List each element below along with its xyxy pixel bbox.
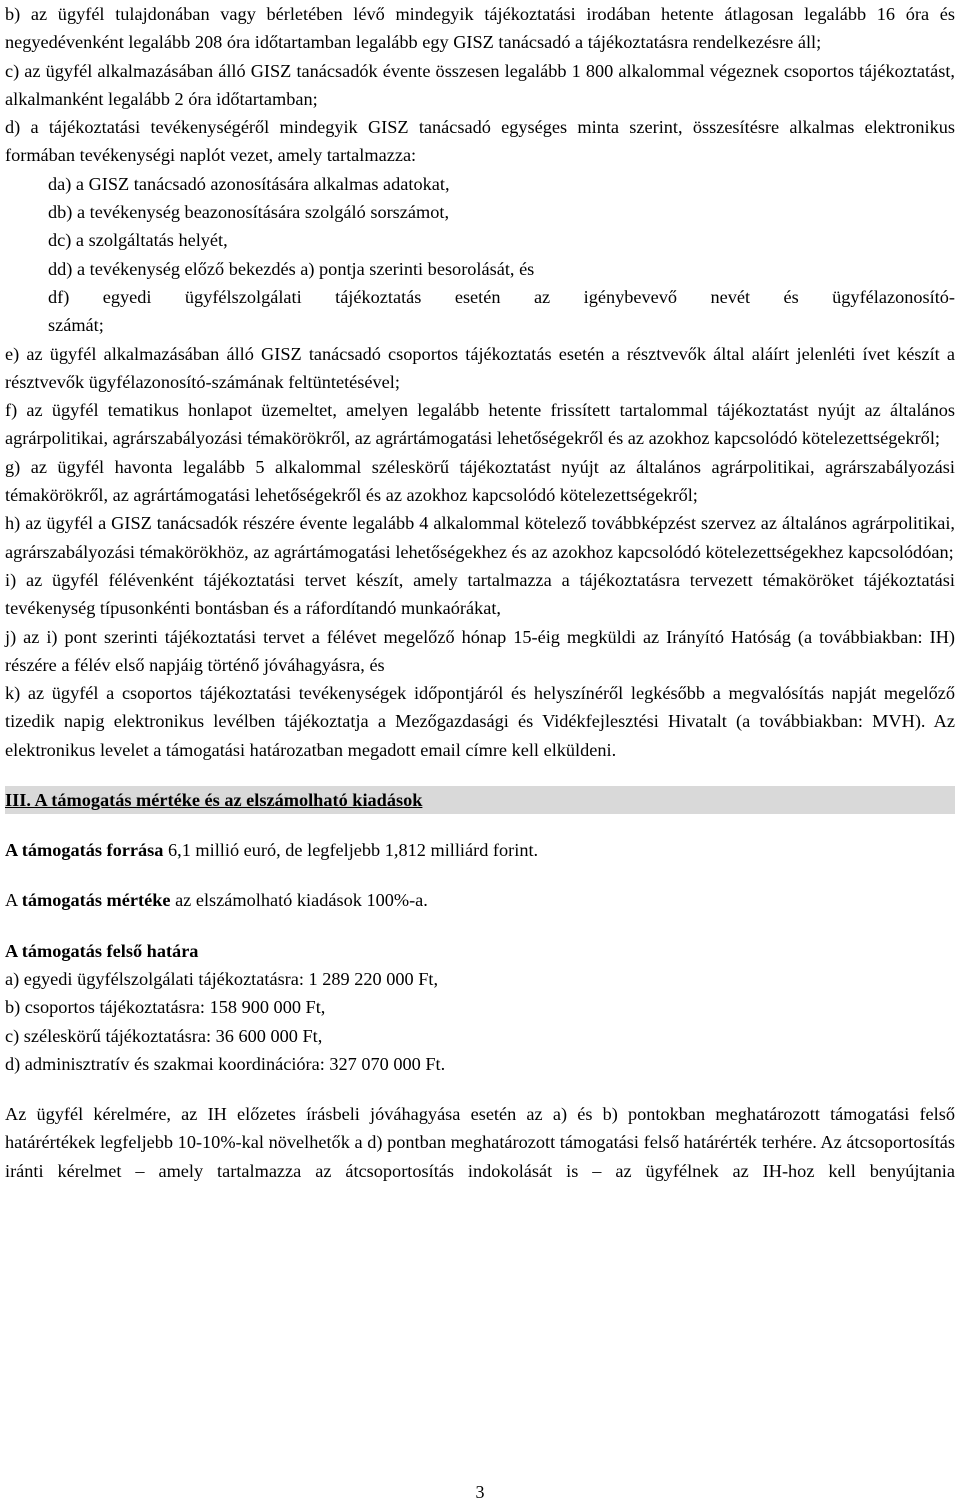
section-heading: III. A támogatás mértéke és az elszámolható kiadások (5, 786, 955, 814)
support-limit-b: b) csoportos tájékoztatásra: 158 900 000 Ft, (5, 997, 326, 1018)
document-page (5, 0, 955, 1185)
paragraph-k: k) az ügyfél a csoportos tájékoztatási tevékenységek időpontjáról és helyszínéről legkésőbb a megvalósítás napját megelőző tizedik napig elektronikus levélben tájékoztatja a Mezőgazdasági és Vidékfejlesztési Hivatalt (a továbbiakban: MVH). Az elektronikus levelet a támogatási határozatban megadott email címre kell elküldeni. (5, 683, 955, 760)
support-limit-heading-text: A támogatás felső határa (5, 940, 199, 961)
subitem-db: db) a tevékenység beazonosítására szolgáló sorszámot, (48, 202, 450, 223)
support-source (5, 836, 955, 864)
subitem-dc: dc) a szolgáltatás helyét, (48, 230, 228, 251)
paragraph-h: h) az ügyfél a GISZ tanácsadók részére évente legalább 4 alkalommal kötelező továbbképzést szervez az általános agrárpolitikai, agrárszabályozási témakörökhöz, az agrártámogatási lehetőségekhez és az azokhoz kapcsolódó kötelezettségekhez kapcsolódóan; (5, 513, 955, 562)
paragraph-b: b) az ügyfél tulajdonában vagy bérletében lévő mindegyik tájékoztatási irodában hetente átlagosan legalább 16 óra és negyedévenként legalább 208 óra időtartamban legalább egy GISZ tanácsadó a tájékoztatásra rendelkezésre áll; (5, 4, 955, 53)
paragraph-i: i) az ügyfél félévenként tájékoztatási tervet készít, amely tartalmazza a tájékoztatásra tervezett témaköröket tájékoztatási tevékenység típusonkénti bontásban és a ráfordítandó munkaórákat, (5, 569, 955, 619)
support-limit-heading (5, 937, 955, 965)
support-limit-d: d) adminisztratív és szakmai koordinációra: 327 070 000 Ft. (5, 1053, 446, 1074)
support-rate-prefix: A (5, 890, 22, 911)
subitem-df (5, 283, 955, 340)
support-source-label: A támogatás forrása (5, 840, 164, 861)
subitem-da: da) a GISZ tanácsadó azonosítására alkalmas adatokat, (48, 173, 450, 194)
paragraph-c: c) az ügyfél alkalmazásában álló GISZ tanácsadók évente összesen legalább 1 800 alkalommal végeznek csoportos tájékoztatást, alkalmanként legalább 2 óra időtartamban; (5, 60, 955, 109)
page-number: 3 (475, 1482, 485, 1502)
support-limit-c: c) széleskörű tájékoztatásra: 36 600 000 Ft, (5, 1025, 323, 1046)
paragraph-e: e) az ügyfél alkalmazásában álló GISZ tanácsadó csoportos tájékoztatás esetén a résztvevők által aláírt jelenléti ívet készít a résztvevők ügyfélazonosító-számának feltüntetésével; (5, 343, 955, 392)
paragraph-j: j) az i) pont szerinti tájékoztatási tervet a félévet megelőző hónap 15-éig megküldi az Irányító Hatóság (a továbbiakban: IH) részére a félév első napjáig történő jóváhagyásra, és (5, 626, 955, 675)
subitem-dd: dd) a tevékenység előző bekezdés a) pontja szerinti besorolását, és (48, 258, 535, 279)
paragraph-f: f) az ügyfél tematikus honlapot üzemeltet, amelyen legalább hetente frissített tartalommal tájékoztatást nyújt az általános agrárpolitikai, agrárszabályozási témakörökről, az agrártámogatási lehetőségekről és az azokhoz kapcsolódó kötelezettségekről; (5, 400, 955, 449)
paragraph-d: d) a tájékoztatási tevékenységéről mindegyik GISZ tanácsadó egységes minta szerint, összesítésre alkalmas elektronikus formában tevékenységi naplót vezet, amely tartalmazza: (5, 117, 955, 166)
support-rate-label: támogatás mértéke (21, 890, 171, 911)
closing-paragraph: Az ügyfél kérelmére, az IH előzetes írásbeli jóváhagyása esetén az a) és b) pontokban meghatározott támogatási felső határértékek legfeljebb 10-10%-kal növelhetők a d) pontban meghatározott támogatási felső határérték terhére. Az átcsoportosítás iránti kérelmet – amely tartalmazza az átcsoportosítás indokolását is – az ügyfélnek az IH-hoz kell benyújtania (5, 1104, 955, 1181)
subitem-df-line1: df) egyedi ügyfélszolgálati tájékoztatás esetén az igénybevevő nevét és ügyfélazonosító- (48, 286, 955, 307)
support-rate (5, 886, 955, 914)
support-source-value: 6,1 millió euró, de legfeljebb 1,812 milliárd forint. (163, 840, 539, 861)
paragraph-g: g) az ügyfél havonta legalább 5 alkalommal széleskörű tájékoztatást nyújt az általános agrárpolitikai, agrárszabályozási témakörökről, az agrártámogatási lehetőségekről és az azokhoz kapcsolódó kötelezettségekről; (5, 456, 955, 506)
support-limit-a: a) egyedi ügyfélszolgálati tájékoztatásra: 1 289 220 000 Ft, (5, 968, 439, 989)
subitem-df-line2: számát; (48, 315, 104, 336)
support-rate-value: az elszámolható kiadások 100%-a. (170, 890, 428, 911)
